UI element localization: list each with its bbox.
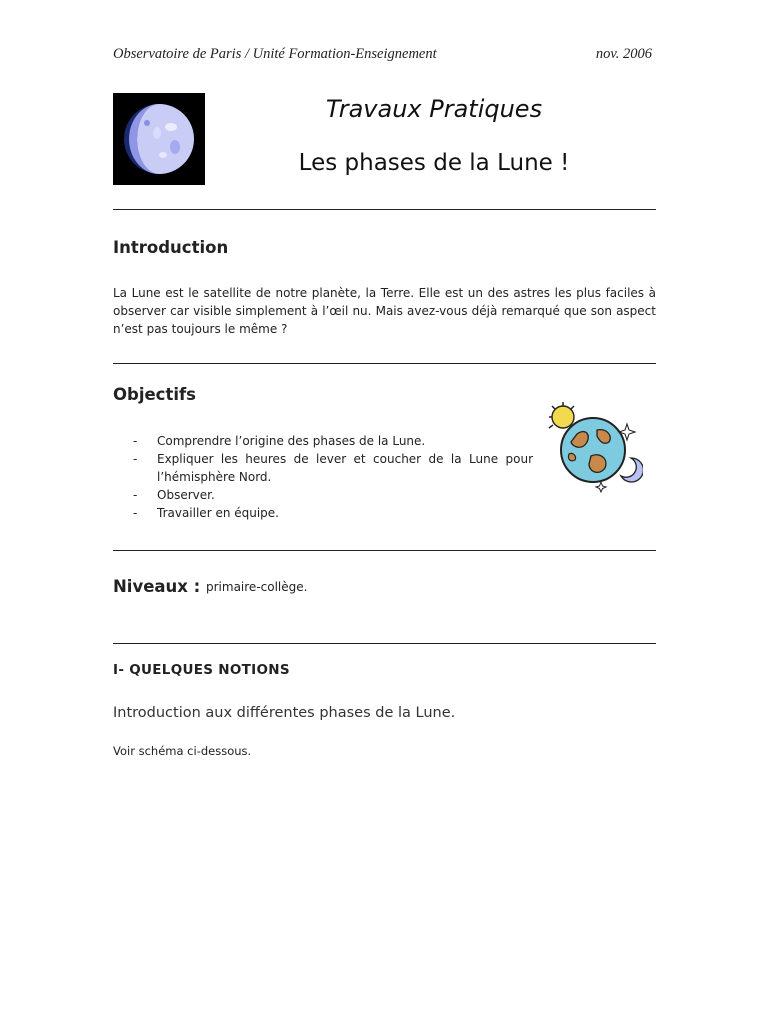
list-item <box>133 450 533 486</box>
section-title: I- QUELQUES NOTIONS <box>113 662 290 678</box>
section-note: Voir schéma ci-dessous. <box>113 744 252 758</box>
header-institution: Observatoire de Paris / Unité Formation-Enseignement <box>113 46 437 62</box>
list-bullet: - <box>133 506 138 520</box>
objectifs-list <box>133 432 533 522</box>
introduction-line: observer car visible simplement à l’œil nu. Mais avez-vous déjà remarqué que son aspect <box>113 304 656 318</box>
list-item-text: Expliquer les heures de lever et coucher de la Lune pour l’hémisphère Nord. <box>157 452 533 484</box>
list-bullet: - <box>133 452 138 466</box>
earth-sun-moon-icon <box>543 400 643 496</box>
page-title-sub: Les phases de la Lune ! <box>298 150 570 176</box>
list-item <box>133 504 533 522</box>
introduction-heading: Introduction <box>113 238 229 257</box>
section-subtitle: Introduction aux différentes phases de la Lune. <box>113 705 456 721</box>
list-item-text: Travailler en équipe. <box>157 506 279 520</box>
list-bullet: - <box>133 434 138 448</box>
list-item <box>133 432 533 450</box>
objectifs-heading: Objectifs <box>113 385 197 404</box>
divider <box>113 363 656 364</box>
niveaux-value: primaire-collège. <box>206 580 308 594</box>
list-bullet: - <box>133 488 138 502</box>
list-item-text: Observer. <box>157 488 215 502</box>
moon-logo-icon <box>113 93 205 185</box>
niveaux-label: Niveaux : <box>113 577 201 596</box>
divider <box>113 550 656 551</box>
list-item-text: Comprendre l’origine des phases de la Lune. <box>157 434 426 448</box>
introduction-line: La Lune est le satellite de notre planète, la Terre. Elle est un des astres les plus faciles à <box>113 286 656 300</box>
divider <box>113 643 656 644</box>
divider <box>113 209 656 210</box>
header-date: nov. 2006 <box>595 46 652 62</box>
introduction-paragraph <box>113 284 656 338</box>
introduction-line: n’est pas toujours le même ? <box>113 322 288 336</box>
list-item <box>133 486 533 504</box>
page-title-main: Travaux Pratiques <box>325 95 543 123</box>
